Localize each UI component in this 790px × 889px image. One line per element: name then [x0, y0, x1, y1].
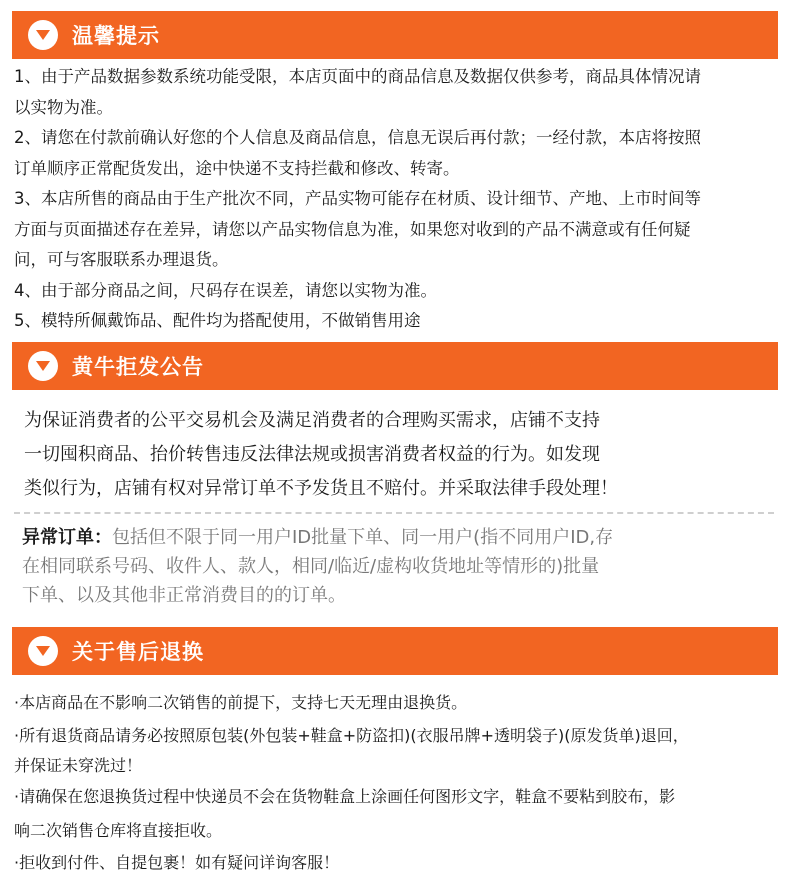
list-item — [14, 306, 784, 337]
aftersales-line-5 — [14, 848, 784, 878]
list-item-line: 4、由于部分商品之间，尺码存在误差，请您以实物为准。 — [14, 280, 437, 300]
chevron-down-icon — [28, 351, 58, 381]
abnormal-text: 包括但不限于同一用户ID批量下单、同一用户(指不同用户ID,存 — [112, 527, 614, 548]
list-item-line: 1、由于产品数据参数系统功能受限，本店页面中的商品信息及数据仅供参考，商品具体情况请 — [14, 67, 701, 86]
aftersales-text: ·所有退货商品请务必按照原包装(外包装+鞋盒+防盗扣)(衣服吊牌+透明袋子)(原发货单)退回， — [14, 726, 689, 745]
list-item-line: 2、请您在付款前确认好您的个人信息及商品信息，信息无误后再付款；一经付款，本店将按照 — [14, 128, 701, 147]
aftersales-line-4 — [14, 816, 784, 846]
notice-line: 类似行为，店铺有权对异常订单不予发货且不赔付。并采取法律手段处理！ — [24, 478, 618, 499]
tips-title: 温馨提示 — [72, 24, 160, 48]
abnormal-line: 在相同联系号码、收件人、款人，相同/临近/虚构收货地址等情形的)批量 — [22, 556, 600, 577]
aftersales-text: ·拒收到付件、自提包裹！如有疑问详询客服！ — [14, 853, 340, 872]
list-item-line: 订单顺序正常配货发出，途中快递不支持拦截和修改、转寄。 — [14, 158, 460, 178]
list-item-line: 3、本店所售的商品由于生产批次不同，产品实物可能存在材质、设计细节、产地、上市时间等 — [14, 189, 701, 208]
aftersales-line-0 — [14, 688, 784, 718]
abnormal-line: 下单、以及其他非正常消费目的的订单。 — [22, 585, 346, 606]
abnormal-line — [22, 523, 772, 552]
list-item-line: 5、模特所佩戴饰品、配件均为搭配使用，不做销售用途 — [14, 311, 421, 330]
list-item-line: 问，可与客服联系办理退货。 — [14, 250, 229, 269]
abnormal-order-label: 异常订单： — [22, 527, 112, 548]
aftersales-line-2 — [14, 751, 784, 781]
chevron-down-icon — [28, 20, 58, 50]
tips-banner — [12, 11, 778, 59]
aftersales-text: ·请确保在您退换货过程中快递员不会在货物鞋盒上涂画任何图形文字，鞋盒不要粘到胶布，影 — [14, 787, 676, 806]
tips-list — [14, 62, 784, 337]
notice-line: 一切囤积商品、抬价转售违反法律法规或损害消费者权益的行为。如发现 — [24, 444, 600, 465]
aftersales-line-1 — [14, 721, 784, 751]
aftersales-line-3 — [14, 782, 784, 812]
list-item — [14, 62, 784, 123]
aftersales-text: ·本店商品在不影响二次销售的前提下，支持七天无理由退换货。 — [14, 693, 468, 712]
dashed-divider — [14, 512, 774, 514]
chevron-down-icon — [28, 636, 58, 666]
scalper-banner — [12, 342, 778, 390]
notice-line: 为保证消费者的公平交易机会及满足消费者的合理购买需求，店铺不支持 — [24, 410, 600, 431]
list-item-line: 方面与页面描述存在差异，请您以产品实物信息为准，如果您对收到的产品不满意或有任何疑 — [14, 219, 691, 239]
list-item — [14, 276, 784, 307]
scalper-title: 黄牛拒发公告 — [72, 355, 204, 379]
list-item-line: 以实物为准。 — [14, 97, 113, 117]
aftersales-text: 响二次销售仓库将直接拒收。 — [14, 821, 223, 840]
list-item — [14, 184, 784, 276]
aftersales-banner — [12, 627, 778, 675]
scalper-notice — [24, 404, 764, 506]
abnormal-order-definition — [22, 523, 772, 610]
list-item — [14, 123, 784, 184]
aftersales-text: 并保证未穿洗过！ — [14, 756, 143, 775]
aftersales-title: 关于售后退换 — [72, 640, 204, 664]
